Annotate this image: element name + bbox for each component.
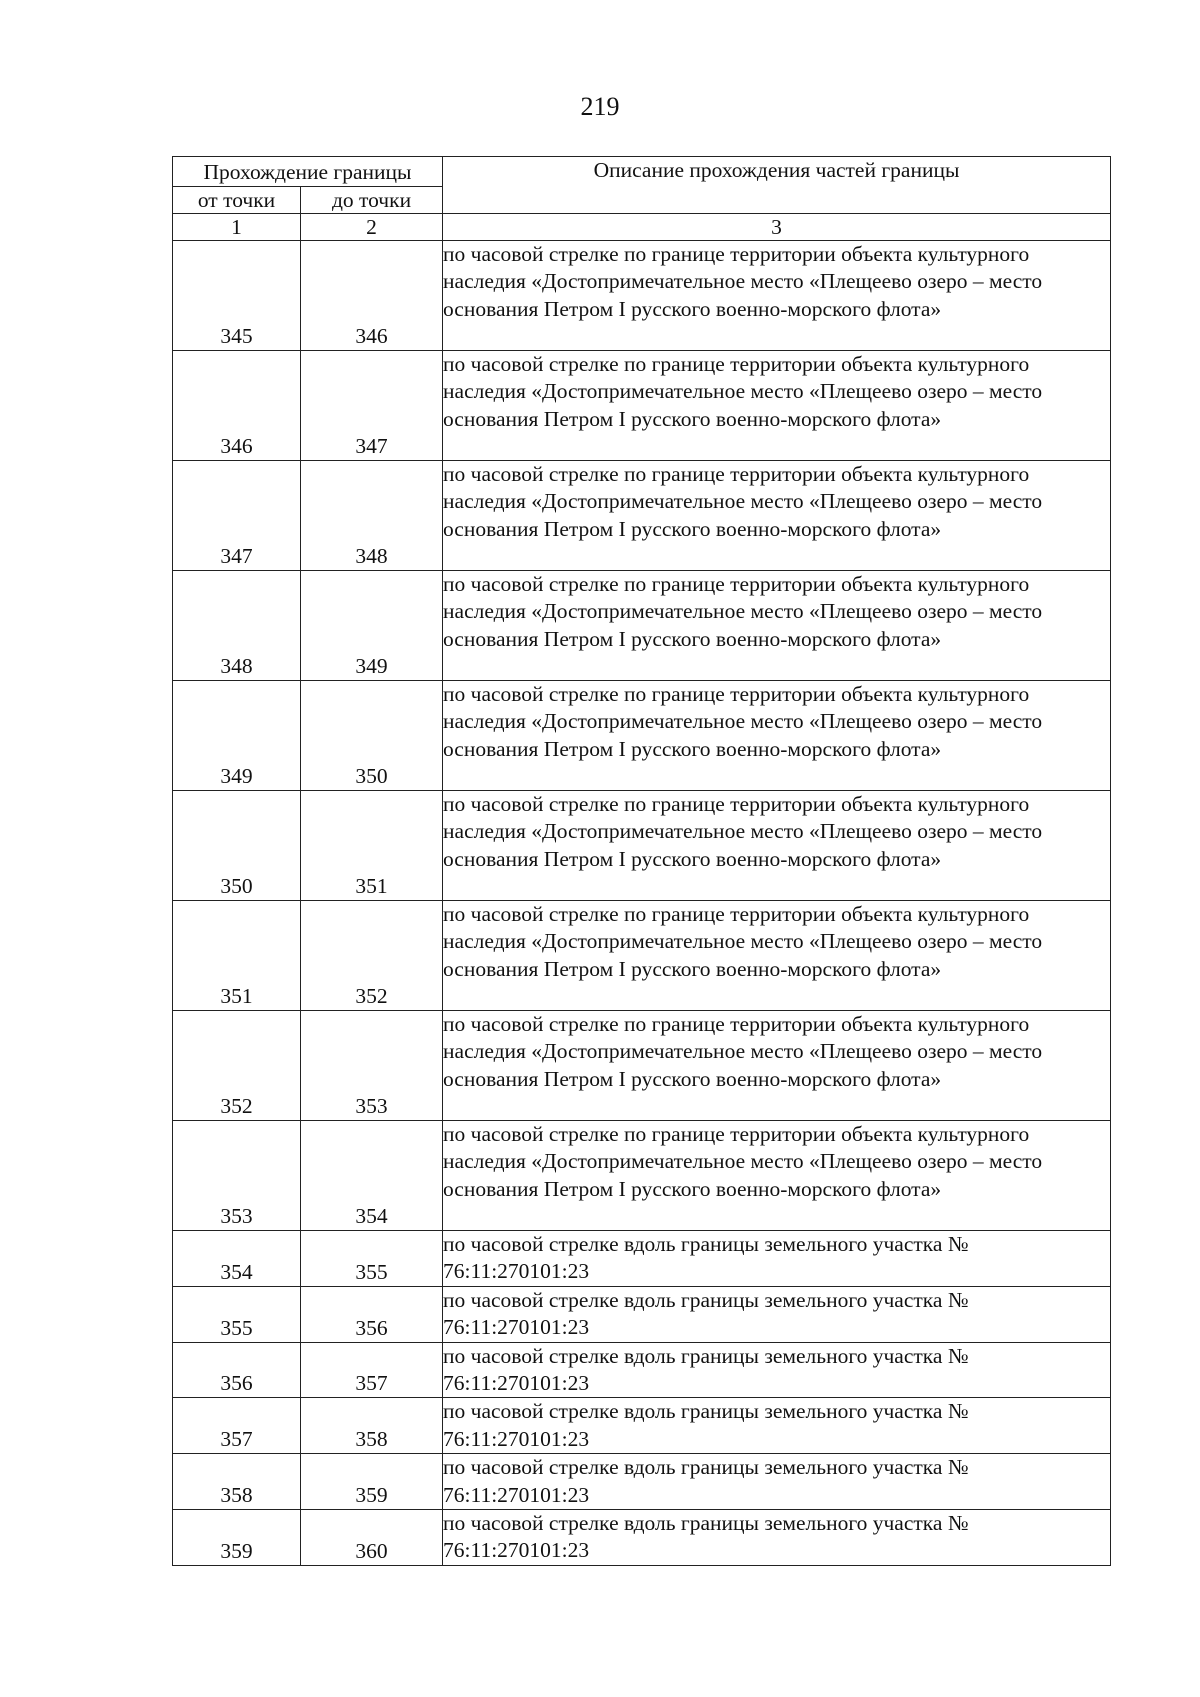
boundary-description: по часовой стрелке по границе территории объекта культурного наследия «Достопримечательное место «Плещеево озеро – место основания Петром I русского военно-морского флота» — [443, 571, 1111, 681]
to-point: 350 — [301, 681, 443, 791]
to-point: 357 — [301, 1342, 443, 1398]
from-point: 359 — [173, 1510, 301, 1566]
boundary-description: по часовой стрелке по границе территории объекта культурного наследия «Достопримечательное место «Плещеево озеро – место основания Петром I русского военно-морского флота» — [443, 461, 1111, 571]
from-point: 349 — [173, 681, 301, 791]
page-number: 219 — [580, 92, 620, 121]
to-point: 356 — [301, 1286, 443, 1342]
from-point: 352 — [173, 1011, 301, 1121]
from-point: 346 — [173, 351, 301, 461]
from-point: 358 — [173, 1454, 301, 1510]
to-point: 360 — [301, 1510, 443, 1566]
boundary-description: по часовой стрелке по границе территории объекта культурного наследия «Достопримечательное место «Плещеево озеро – место основания Петром I русского военно-морского флота» — [443, 901, 1111, 1011]
boundary-description: по часовой стрелке вдоль границы земельного участка № 76:11:270101:23 — [443, 1286, 1111, 1342]
boundary-description: по часовой стрелке вдоль границы земельного участка № 76:11:270101:23 — [443, 1454, 1111, 1510]
boundary-description: по часовой стрелке вдоль границы земельного участка № 76:11:270101:23 — [443, 1510, 1111, 1566]
to-point: 346 — [301, 241, 443, 351]
from-point: 348 — [173, 571, 301, 681]
from-point: 357 — [173, 1398, 301, 1454]
header-boundary-passage: Прохождение границы — [173, 157, 443, 187]
table-row — [173, 901, 1111, 1011]
from-point: 345 — [173, 241, 301, 351]
boundary-description: по часовой стрелке по границе территории объекта культурного наследия «Достопримечательное место «Плещеево озеро – место основания Петром I русского военно-морского флота» — [443, 1121, 1111, 1231]
boundary-description: по часовой стрелке по границе территории объекта культурного наследия «Достопримечательное место «Плещеево озеро – место основания Петром I русского военно-морского флота» — [443, 1011, 1111, 1121]
table-row — [173, 1121, 1111, 1231]
table-row — [173, 1342, 1111, 1398]
table-row — [173, 1011, 1111, 1121]
boundary-description: по часовой стрелке по границе территории объекта культурного наследия «Достопримечательное место «Плещеево озеро – место основания Петром I русского военно-морского флота» — [443, 791, 1111, 901]
table-row — [173, 1398, 1111, 1454]
header-col-number-2: 2 — [301, 214, 443, 241]
table-row — [173, 681, 1111, 791]
table-row — [173, 1231, 1111, 1287]
from-point: 347 — [173, 461, 301, 571]
to-point: 358 — [301, 1398, 443, 1454]
header-description: Описание прохождения частей границы — [443, 157, 1111, 214]
from-point: 350 — [173, 791, 301, 901]
table-row — [173, 461, 1111, 571]
table-row — [173, 1454, 1111, 1510]
table-row — [173, 791, 1111, 901]
header-from-point: от точки — [173, 187, 301, 214]
table-row — [173, 1510, 1111, 1566]
header-col-number-3: 3 — [443, 214, 1111, 241]
from-point: 351 — [173, 901, 301, 1011]
boundary-description: по часовой стрелке вдоль границы земельного участка № 76:11:270101:23 — [443, 1231, 1111, 1287]
to-point: 348 — [301, 461, 443, 571]
boundary-description: по часовой стрелке по границе территории объекта культурного наследия «Достопримечательное место «Плещеево озеро – место основания Петром I русского военно-морского флота» — [443, 241, 1111, 351]
boundary-description: по часовой стрелке по границе территории объекта культурного наследия «Достопримечательное место «Плещеево озеро – место основания Петром I русского военно-морского флота» — [443, 681, 1111, 791]
to-point: 353 — [301, 1011, 443, 1121]
header-to-point: до точки — [301, 187, 443, 214]
table-row — [173, 571, 1111, 681]
from-point: 354 — [173, 1231, 301, 1287]
boundary-table — [172, 156, 1111, 1566]
to-point: 349 — [301, 571, 443, 681]
to-point: 347 — [301, 351, 443, 461]
from-point: 355 — [173, 1286, 301, 1342]
to-point: 355 — [301, 1231, 443, 1287]
table-body — [173, 241, 1111, 1566]
boundary-description: по часовой стрелке вдоль границы земельного участка № 76:11:270101:23 — [443, 1342, 1111, 1398]
from-point: 356 — [173, 1342, 301, 1398]
to-point: 351 — [301, 791, 443, 901]
to-point: 352 — [301, 901, 443, 1011]
table-row — [173, 351, 1111, 461]
boundary-description: по часовой стрелке вдоль границы земельного участка № 76:11:270101:23 — [443, 1398, 1111, 1454]
to-point: 359 — [301, 1454, 443, 1510]
table-row — [173, 1286, 1111, 1342]
from-point: 353 — [173, 1121, 301, 1231]
to-point: 354 — [301, 1121, 443, 1231]
boundary-description: по часовой стрелке по границе территории объекта культурного наследия «Достопримечательное место «Плещеево озеро – место основания Петром I русского военно-морского флота» — [443, 351, 1111, 461]
table-row — [173, 241, 1111, 351]
table-header — [173, 157, 1111, 241]
header-col-number-1: 1 — [173, 214, 301, 241]
